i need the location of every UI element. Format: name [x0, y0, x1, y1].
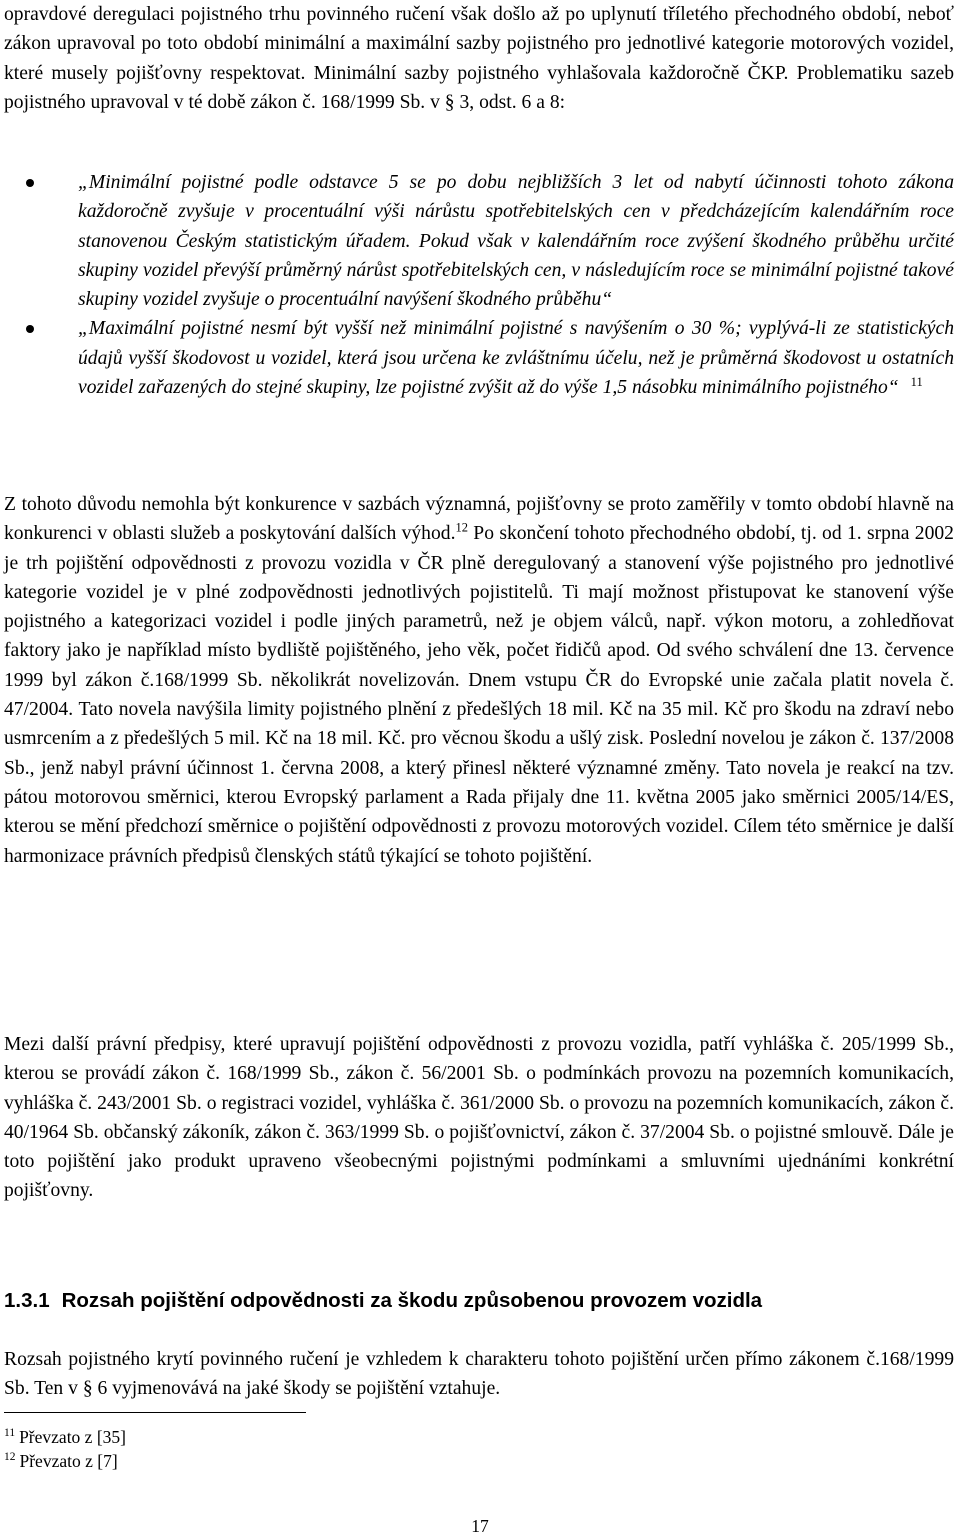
reason-text-start: Z tohoto důvodu nemohla být konkurence v sazbách významná, pojišťovny se proto zaměřily v tomto období hlavně na konkurenci v oblasti služeb a poskytování dalších výhod. — [4, 494, 954, 545]
list-item — [0, 314, 954, 402]
footnote-mark: 12 — [4, 1451, 16, 1464]
quoted-provisions-list — [0, 168, 960, 402]
footnote-mark: 11 — [4, 1427, 16, 1440]
section-heading — [4, 1287, 954, 1315]
footnote-text: Převzato z [35] — [19, 1427, 126, 1447]
bullet-icon — [26, 325, 34, 333]
footnote-text: Převzato z [7] — [19, 1451, 118, 1471]
page-number: 17 — [471, 1516, 489, 1536]
list-item — [0, 168, 954, 314]
footnote-item — [4, 1449, 604, 1473]
quote-text: „Minimální pojistné podle odstavce 5 se po dobu nejbližších 3 let od nabytí účinnosti tohoto zákona každoročně zvyšuje v procentuální výši nárůstu spotřebitelských cen v předcházejícím kalendářním roce stanovenou Českým statistickým úřadem. Pokud však v kalendářním roce zvýšení škodného průběhu určité skupiny vozidel převýší průměrný nárůst spotřebitelských cen, v následujícím roce se minimální pojistné takové skupiny vozidel zvyšuje o procentuální navýšení škodného průběhu“ — [78, 172, 954, 311]
other-regulations-paragraph: Mezi další právní předpisy, které upravují pojištění odpovědnosti z provozu vozidla, patří vyhláška č. 205/1999 Sb., kterou se provádí zákon č. 168/1999 Sb., zákon č. 56/2001 Sb. o podmínkách provozu na pozemních komunikacích, vyhláška č. 243/2001 Sb. o registraci vozidel, vyhláška č. 361/2000 Sb. o provozu na pozemních komunikacích, zákon č. 40/1964 Sb. občanský zákoník, zákon č. 363/1999 Sb. o pojišťovnictví, zákon č. 37/2004 Sb. o pojistné smlouvě. Dále je toto pojištění jako produkt upraveno všeobecnými pojistnými podmínkami a smluvními ujednáními konkrétní pojišťovny. — [4, 1034, 954, 1202]
footnotes — [4, 1425, 604, 1473]
scope-paragraph: Rozsah pojistného krytí povinného ručení je vzhledem k charakteru tohoto pojištění určen přímo zákonem č.168/1999 Sb. Ten v § 6 vyjmenovává na jaké škody se pojištění vztahuje. — [4, 1349, 954, 1400]
footnote-reference: 12 — [455, 520, 468, 535]
reason-text-rest: Po skončení tohoto přechodného období, tj. od 1. srpna 2002 je trh pojištění odpovědnosti z provozu vozidla v ČR plně deregulovaný a stanovení výše pojistného pro jednotlivé kategorie vozidel je v plné zodpovědnosti jednotlivých pojistitelů. Ti mají možnost přistupovat ke stanovení výše pojistného a kategorizaci vozidel i podle jiných parametrů, než je objem válců, např. výkon motoru, a zohledňovat faktory jako je například místo bydliště pojištěného, jeho věk, počet řidičů apod. Od svého schválení dne 13. července 1999 byl zákon č.168/1999 Sb. několikrát novelizován. Dnem vstupu ČR do Evropské unie začala platit novela č. 47/2004. Tato novela navýšila limity pojistného plnění z předešlých 18 mil. Kč na 35 mil. Kč pro škodu na zdraví nebo usmrcením a z předešlých 5 mil. Kč na 18 mil. Kč. pro věcnou škodu a ušlý zisk. Poslední novelou je zákon č. 137/2008 Sb., jenž nabyl právní účinnost 1. června 2008, a který přinesl některé významné změny. Tato novela je reakcí na tzv. pátou motorovou směrnici, kterou Evropský parlament a Rada přijaly dne 11. května 2005 jako směrnici 2005/14/ES, kterou se mění předchozí směrnice o pojištění odpovědnosti z provozu motorových vozidel. Cílem této směrnice je další harmonizace právních předpisů členských států týkající se tohoto pojištění. — [4, 523, 954, 867]
footnote-reference: 11 — [910, 374, 923, 389]
intro-paragraph: opravdové deregulaci pojistného trhu povinného ručení však došlo až po uplynutí tříletého přechodného období, neboť zákon upravoval po toto období minimální a maximální sazby pojistného pro jednotlivé kategorie motorových vozidel, které musely pojišťovny respektovat. Minimální sazby pojistného vyhlašovala každoročně ČKP. Problematiku sazeb pojistného upravoval v té době zákon č. 168/1999 Sb. v § 3, odst. 6 a 8: — [4, 4, 954, 113]
bullet-icon — [26, 179, 34, 187]
quote-text: „Maximální pojistné nesmí být vyšší než minimální pojistné s navýšením o 30 %; vyplývá-li ze statistických údajů vyšší škodovost u vozidel, která jsou určena ke zvláštnímu účelu, než je průměrná škodovost u ostatních vozidel zařazených do stejné skupiny, lze pojistné zvýšit až do výše 1,5 násobku minimálního pojistného“ — [78, 318, 954, 399]
footnote-divider — [4, 1412, 306, 1413]
section-number: 1.3.1 — [4, 1289, 50, 1312]
section-title: Rozsah pojištění odpovědnosti za škodu způsobenou provozem vozidla — [61, 1289, 763, 1312]
reason-paragraph — [4, 490, 954, 871]
footnote-item — [4, 1425, 604, 1449]
